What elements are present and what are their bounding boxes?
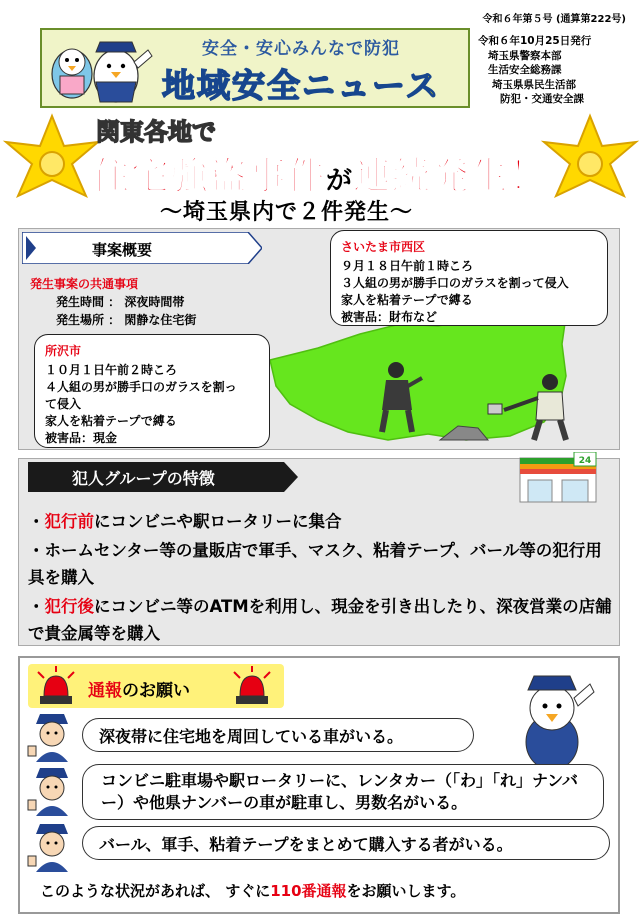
case-overview-title: 事案概要 <box>92 241 153 259</box>
call-110-message <box>40 880 465 901</box>
issuer-org-police: 埼玉県警察本部 <box>488 49 562 62</box>
siren-icon-right <box>230 664 274 708</box>
common-facts-place: 発生場所 ： 閑静な住宅街 <box>56 313 197 327</box>
case-saitama-line: ３人組の男が勝手口のガラスを割って侵入 <box>341 276 569 290</box>
offender-feature-2 <box>28 537 618 591</box>
issue-date: 令和６年10月25日発行 <box>478 35 592 47</box>
call-110-pre: このような状況があれば、 すぐに <box>40 882 271 900</box>
issuer-dept-prefecture: 防犯・交通安全課 <box>500 93 584 105</box>
feature-1-rest: にコンビニや駅ロータリーに集合 <box>94 512 342 531</box>
feature-2-text: ホームセンター等の量販店で軍手、マスク、粘着テープ、バール等の犯行用具を購入 <box>28 541 602 587</box>
case-tokorozawa-line: て侵入 <box>45 397 82 411</box>
issuer-block <box>478 34 638 107</box>
headline-main-part1: 住宅強盗事件 <box>92 154 327 198</box>
store-sign-24: 24 <box>578 456 592 466</box>
case-saitama-place: さいたま市西区 <box>341 240 426 254</box>
case-tokorozawa-line: ４人組の男が勝手口のガラスを割っ <box>45 380 237 394</box>
police-officer-avatar-1 <box>26 712 78 764</box>
report-request-title-red: 通報 <box>88 681 122 701</box>
issue-number: 令和６年第５号 (通算第222号) <box>482 14 626 25</box>
case-tokorozawa-bubble <box>34 334 270 448</box>
police-mascot-saluting <box>506 668 598 772</box>
masthead-title: 地域安全ニュース <box>162 66 441 105</box>
mascot-illustration <box>44 32 156 108</box>
call-110-number: 110番通報 <box>270 882 347 900</box>
headline-main-connector: が <box>326 166 354 196</box>
police-officer-avatar-2 <box>26 766 78 818</box>
call-110-post: をお願いします。 <box>346 882 466 900</box>
feature-3-rest: にコンビニ等のATMを利用し、現金を引き出したり、深夜営業の店舗で貴金属等を購入 <box>28 597 612 643</box>
feature-bullet: ・ <box>28 541 45 560</box>
case-tokorozawa-line: 被害品：現金 <box>45 431 118 445</box>
issuer-org-prefecture: 埼玉県県民生活部 <box>492 78 576 91</box>
offender-feature-3 <box>28 593 618 647</box>
feature-3-red: 犯行後 <box>44 597 94 616</box>
convenience-store-icon <box>514 452 602 506</box>
common-facts-time: 発生時間 ： 深夜時間帯 <box>56 295 185 309</box>
headline-main-part2: 連続発生！ <box>353 154 549 198</box>
offender-feature-1 <box>28 508 618 535</box>
case-saitama-bubble <box>330 230 608 326</box>
feature-bullet: ・ <box>28 512 45 531</box>
headline-sub: 〜埼玉県内で２件発生〜 <box>160 200 414 225</box>
report-request-title <box>88 676 190 701</box>
report-request-title-rest: のお願い <box>122 681 190 701</box>
case-tokorozawa-place: 所沢市 <box>45 344 82 358</box>
case-tokorozawa-line: １０月１日午前２時ころ <box>45 363 178 377</box>
police-badge-icon-right <box>534 108 640 218</box>
siren-icon-left <box>34 664 78 708</box>
common-facts-heading: 発生事案の共通事項 <box>30 277 139 291</box>
masthead-subtitle: 安全・安心みんなで防犯 <box>202 39 400 59</box>
case-tokorozawa-line: 家人を粘着テープで縛る <box>45 414 177 428</box>
headline-main <box>92 145 548 200</box>
feature-bullet: ・ <box>28 597 45 616</box>
comment-bubble-1: 深夜帯に住宅地を周回している車がいる。 <box>82 718 474 752</box>
feature-1-red: 犯行前 <box>44 512 94 531</box>
police-officer-avatar-3 <box>26 822 78 874</box>
offender-features-title: 犯人グループの特徴 <box>72 469 215 488</box>
case-saitama-line: ９月１８日午前１時ころ <box>341 259 474 273</box>
comment-bubble-3: バール、軍手、粘着テープをまとめて購入する者がいる。 <box>82 826 610 860</box>
comment-bubble-2: コンビニ駐車場や駅ロータリーに、レンタカー（「わ」「れ」ナンバー）や他県ナンバーの車が駐車し、男数名がいる。 <box>82 764 604 820</box>
masthead <box>40 28 470 108</box>
issuer-dept-police: 生活安全総務課 <box>488 64 562 76</box>
case-saitama-line: 家人を粘着テープで縛る <box>341 293 473 307</box>
headline-kanto: 関東各地で <box>96 118 216 146</box>
case-saitama-line: 被害品：財布など <box>341 310 438 324</box>
